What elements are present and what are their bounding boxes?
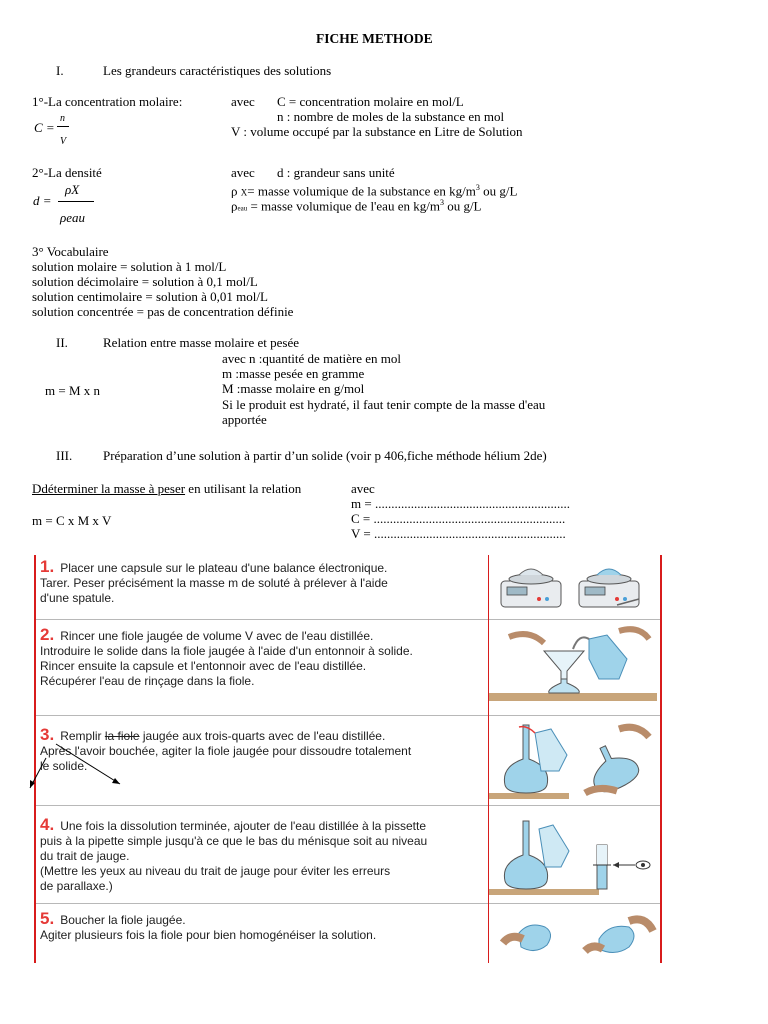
step-line: Récupérer l'eau de rinçage dans la fiole. bbox=[40, 674, 255, 688]
step-number: 5. bbox=[40, 909, 55, 928]
step-line: Introduire le solide dans la fiole jaugée à l'aide d'un entonnoir à solide. bbox=[40, 644, 413, 658]
step-number: 3. bbox=[40, 725, 55, 744]
procedure-step-5 bbox=[36, 903, 660, 963]
section2-def: M :masse molaire en g/mol bbox=[222, 381, 365, 396]
determine-underlined: Ddéterminer la masse à peser bbox=[32, 481, 186, 496]
balance-icon bbox=[489, 555, 657, 618]
page-title: FICHE METHODE bbox=[316, 31, 433, 46]
concentration-formula-lhs: C = bbox=[34, 120, 55, 135]
rhox-end: ou g/L bbox=[479, 183, 518, 199]
section2-numeral: II. bbox=[56, 335, 68, 350]
step-line: de parallaxe.) bbox=[40, 879, 113, 893]
densite-label: 2°-La densité bbox=[32, 165, 102, 180]
step-line: Rincer ensuite la capsule et l'entonnoir avec de l'eau distillée. bbox=[40, 659, 367, 673]
step-line: puis à la pipette simple jusqu'à ce que le bas du ménisque soit au niveau bbox=[40, 834, 428, 848]
densite-avec: avec bbox=[231, 165, 255, 180]
field-m: m = ............................................................ bbox=[351, 496, 570, 511]
step-3-illustration bbox=[488, 715, 660, 805]
step-line: le solide. bbox=[40, 759, 88, 773]
step-line: jaugée aux trois-quarts avec de l'eau distillée. bbox=[139, 729, 386, 743]
step-line: (Mettre les yeux au niveau du trait de jauge pour éviter les erreurs bbox=[40, 864, 391, 878]
procedure-step-1 bbox=[36, 555, 660, 620]
step-number: 1. bbox=[40, 557, 55, 576]
concentration-formula-den: V bbox=[60, 136, 67, 147]
exponent: 3 bbox=[475, 183, 480, 192]
step-text bbox=[40, 911, 480, 943]
step-strike: la fiole bbox=[104, 729, 140, 743]
step-line: Après l'avoir bouchée, agiter la fiole jaugée pour dissoudre totalement bbox=[40, 744, 412, 758]
vocabulaire-item: solution décimolaire = solution à 0,1 mol/L bbox=[32, 274, 258, 289]
section2-def: apportée bbox=[222, 412, 267, 427]
vocabulaire-heading: 3° Vocabulaire bbox=[32, 244, 109, 259]
densite-formula-den: ρeau bbox=[60, 210, 86, 225]
step-number: 4. bbox=[40, 815, 55, 834]
rho-symbol: ρ bbox=[231, 198, 238, 214]
meniscus-eye-icon bbox=[489, 805, 657, 902]
exponent: 3 bbox=[439, 198, 444, 207]
fraction-bar bbox=[58, 201, 94, 202]
concentration-def-n: n : nombre de moles de la substance en mol bbox=[277, 109, 505, 124]
step-text bbox=[40, 817, 480, 894]
section3-determine bbox=[32, 481, 301, 496]
densite-def-d: d : grandeur sans unité bbox=[277, 165, 395, 180]
step-line: Placer une capsule sur le plateau d'une balance électronique. bbox=[60, 561, 388, 575]
rho-symbol: ρ bbox=[231, 183, 238, 199]
section3-formula: m = C x M x V bbox=[32, 513, 112, 528]
volumetric-flask-icon bbox=[489, 715, 657, 804]
funnel-flask-icon bbox=[489, 619, 657, 714]
step-line: Remplir bbox=[60, 729, 105, 743]
procedure-step-2 bbox=[36, 619, 660, 716]
section3-heading: Préparation d’une solution à partir d’un solide (voir p 406,fiche méthode hélium 2de) bbox=[103, 448, 547, 463]
densite-def-rhoeau bbox=[231, 195, 482, 216]
rho-subscript: eau bbox=[237, 204, 248, 213]
vocabulaire-item: solution molaire = solution à 1 mol/L bbox=[32, 259, 227, 274]
concentration-label: 1°-La concentration molaire: bbox=[32, 94, 183, 109]
procedure-step-4 bbox=[36, 805, 660, 904]
step-4-illustration bbox=[488, 805, 660, 903]
concentration-def-c: C = concentration molaire en mol/L bbox=[277, 94, 464, 109]
step-2-illustration bbox=[488, 619, 660, 715]
section1-numeral: I. bbox=[56, 63, 64, 78]
step-number: 2. bbox=[40, 625, 55, 644]
fraction-bar bbox=[57, 126, 69, 127]
section1-heading: Les grandeurs caractéristiques des solutions bbox=[103, 63, 332, 78]
section2-def: Si le produit est hydraté, il faut tenir compte de la masse d'eau bbox=[222, 397, 546, 412]
vocabulaire-item: solution concentrée = pas de concentration définie bbox=[32, 304, 294, 319]
rho-subscript: X bbox=[240, 187, 248, 198]
section2-formula: m = M x n bbox=[45, 383, 101, 398]
hand-drawn-arrows bbox=[26, 740, 136, 792]
step-line: Une fois la dissolution terminée, ajouter de l'eau distillée à la pissette bbox=[60, 819, 427, 833]
step-text bbox=[40, 559, 480, 606]
step-line: du trait de jauge. bbox=[40, 849, 130, 863]
step-line: Tarer. Peser précisément la masse m de soluté à prélever à l'aide bbox=[40, 576, 388, 590]
section3-avec: avec bbox=[351, 481, 375, 496]
concentration-formula-num: n bbox=[60, 113, 65, 124]
rhoeau-text: = masse volumique de l'eau en kg/m bbox=[247, 198, 440, 214]
rhox-text: = masse volumique de la substance en kg/m bbox=[247, 183, 476, 199]
shake-flask-icon bbox=[489, 903, 657, 963]
section2-def: m :masse pesée en gramme bbox=[222, 366, 365, 381]
determine-rest: en utilisant la relation bbox=[185, 481, 302, 496]
section2-heading: Relation entre masse molaire et pesée bbox=[103, 335, 300, 350]
step-line: Agiter plusieurs fois la fiole pour bien homogénéiser la solution. bbox=[40, 928, 377, 942]
rhoeau-end: ou g/L bbox=[443, 198, 482, 214]
section2-def: avec n :quantité de matière en mol bbox=[222, 351, 402, 366]
densite-formula-lhs: d = bbox=[33, 193, 52, 208]
concentration-avec: avec bbox=[231, 94, 255, 109]
concentration-def-v: V : volume occupé par la substance en Litre de Solution bbox=[231, 124, 523, 139]
densite-formula-num: ρX bbox=[65, 182, 80, 197]
step-line: Boucher la fiole jaugée. bbox=[60, 913, 186, 927]
step-text bbox=[40, 627, 480, 689]
step-line: d'une spatule. bbox=[40, 591, 115, 605]
field-v: V = ........................................................... bbox=[351, 526, 566, 541]
vocabulaire-item: solution centimolaire = solution à 0,01 mol/L bbox=[32, 289, 268, 304]
field-c: C = ........................................................... bbox=[351, 511, 566, 526]
section3-numeral: III. bbox=[56, 448, 73, 463]
step-1-illustration bbox=[488, 555, 660, 619]
step-5-illustration bbox=[488, 903, 660, 963]
step-line: Rincer une fiole jaugée de volume V avec de l'eau distillée. bbox=[60, 629, 374, 643]
